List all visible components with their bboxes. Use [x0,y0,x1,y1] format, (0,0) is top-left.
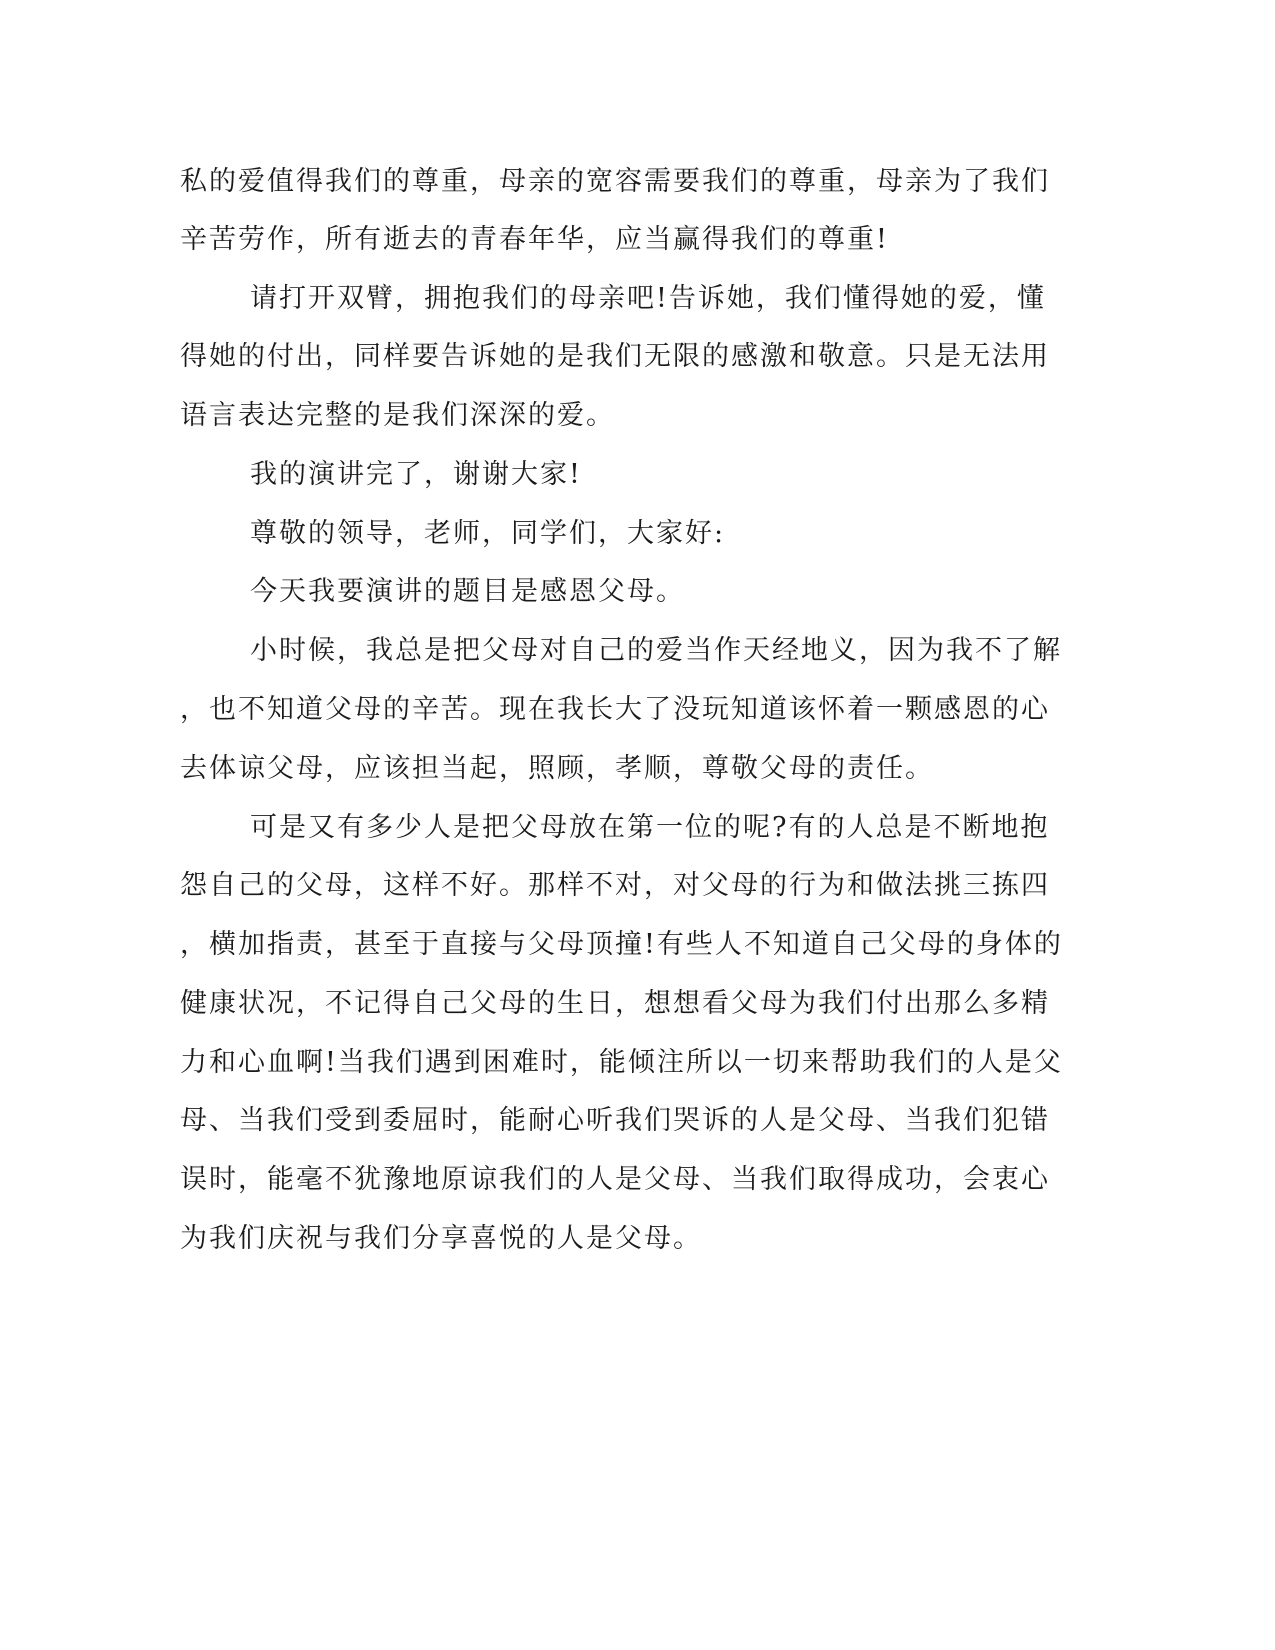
text-line: 为我们庆祝与我们分享喜悦的人是父母。 [180,1223,702,1254]
text-line: 辛苦劳作，所有逝去的青春年华，应当赢得我们的尊重! [180,224,889,255]
text-line: 健康状况，不记得自己父母的生日，想想看父母为我们付出那么多精 [180,988,1050,1019]
text-line: 误时，能毫不犹豫地原谅我们的人是父母、当我们取得成功，会衷心 [180,1164,1050,1195]
text-line: ，横加指责，甚至于直接与父母顶撞!有些人不知道自己父母的身体的 [180,929,1063,960]
text-line: 私的爱值得我们的尊重，母亲的宽容需要我们的尊重，母亲为了我们 [180,166,1050,197]
text-line: 语言表达完整的是我们深深的爱。 [180,400,615,431]
text-line: 怨自己的父母，这样不好。那样不对，对父母的行为和做法挑三拣四 [180,870,1050,901]
text-line: 今天我要演讲的题目是感恩父母。 [250,576,685,607]
text-line: 可是又有多少人是把父母放在第一位的呢?有的人总是不断地抱 [250,812,1050,843]
text-line: 小时候，我总是把父母对自己的爱当作天经地义，因为我不了解 [250,635,1062,666]
text-line: 去体谅父母，应该担当起，照顾，孝顺，尊敬父母的责任。 [180,753,934,784]
text-line: 母、当我们受到委屈时，能耐心听我们哭诉的人是父母、当我们犯错 [180,1105,1050,1136]
text-line: 得她的付出，同样要告诉她的是我们无限的感激和敬意。只是无法用 [180,341,1050,372]
text-line: 我的演讲完了，谢谢大家! [250,459,582,490]
text-line: ，也不知道父母的辛苦。现在我长大了没玩知道该怀着一颗感恩的心 [180,694,1050,725]
text-line: 请打开双臂，拥抱我们的母亲吧!告诉她，我们懂得她的爱，懂 [250,283,1046,314]
text-line: 力和心血啊!当我们遇到困难时，能倾注所以一切来帮助我们的人是父 [180,1047,1063,1078]
text-line: 尊敬的领导，老师，同学们，大家好: [250,518,726,549]
